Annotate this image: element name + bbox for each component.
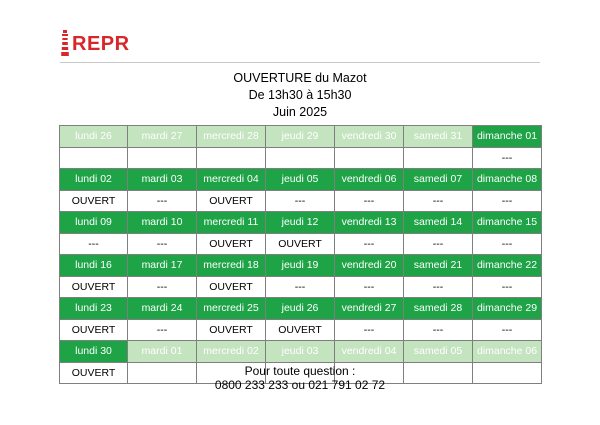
lighthouse-icon <box>60 30 70 56</box>
day-label-cell: mardi 24 <box>128 298 197 320</box>
status-cell: --- <box>473 276 542 298</box>
status-cell: --- <box>128 319 197 341</box>
day-label-cell: mardi 03 <box>128 169 197 191</box>
status-cell: --- <box>404 190 473 212</box>
status-cell: OUVERT <box>60 276 128 298</box>
status-cell: --- <box>266 190 335 212</box>
day-label-cell: mardi 01 <box>128 341 197 363</box>
day-label-cell: jeudi 03 <box>266 341 335 363</box>
status-cell: OUVERT <box>197 319 266 341</box>
day-label-cell: jeudi 26 <box>266 298 335 320</box>
day-label-cell: mercredi 25 <box>197 298 266 320</box>
footer-question: Pour toute question : <box>244 364 356 378</box>
title-line-2: De 13h30 à 15h30 <box>248 88 352 102</box>
day-label-cell: vendredi 04 <box>335 341 404 363</box>
status-cell: OUVERT <box>266 233 335 255</box>
day-label-cell: dimanche 06 <box>473 341 542 363</box>
status-cell: --- <box>128 233 197 255</box>
day-label-cell: jeudi 12 <box>266 212 335 234</box>
week-status-row <box>60 233 542 255</box>
status-cell: --- <box>404 233 473 255</box>
status-cell: --- <box>60 233 128 255</box>
day-label-cell: vendredi 30 <box>335 126 404 148</box>
week-day-row <box>60 298 542 320</box>
day-label-cell: jeudi 05 <box>266 169 335 191</box>
day-label-cell: dimanche 22 <box>473 255 542 277</box>
day-label-cell: dimanche 15 <box>473 212 542 234</box>
day-label-cell: dimanche 29 <box>473 298 542 320</box>
status-cell: --- <box>335 233 404 255</box>
day-label-cell: lundi 02 <box>60 169 128 191</box>
status-cell: --- <box>473 233 542 255</box>
day-label-cell: mercredi 18 <box>197 255 266 277</box>
day-label-cell: vendredi 13 <box>335 212 404 234</box>
opening-calendar <box>59 125 542 384</box>
week-day-row <box>60 255 542 277</box>
status-cell <box>266 147 335 169</box>
status-cell: --- <box>128 190 197 212</box>
status-cell: OUVERT <box>197 190 266 212</box>
day-label-cell: dimanche 08 <box>473 169 542 191</box>
status-cell: OUVERT <box>60 362 128 384</box>
day-label-cell: mardi 17 <box>128 255 197 277</box>
status-cell <box>60 147 128 169</box>
repr-logo <box>60 30 130 58</box>
day-label-cell: samedi 21 <box>404 255 473 277</box>
status-cell: --- <box>335 276 404 298</box>
status-cell: OUVERT <box>60 319 128 341</box>
day-label-cell: mardi 27 <box>128 126 197 148</box>
week-status-row <box>60 276 542 298</box>
status-cell: --- <box>473 190 542 212</box>
status-cell: OUVERT <box>60 190 128 212</box>
day-label-cell: samedi 28 <box>404 298 473 320</box>
status-cell: --- <box>404 276 473 298</box>
day-label-cell: samedi 05 <box>404 341 473 363</box>
day-label-cell: mercredi 02 <box>197 341 266 363</box>
status-cell <box>197 147 266 169</box>
header-divider <box>60 62 540 63</box>
week-status-row <box>60 319 542 341</box>
day-label-cell: lundi 16 <box>60 255 128 277</box>
week-day-row <box>60 169 542 191</box>
day-label-cell: mardi 10 <box>128 212 197 234</box>
status-cell: --- <box>335 190 404 212</box>
day-label-cell: samedi 07 <box>404 169 473 191</box>
status-cell <box>128 147 197 169</box>
day-label-cell: vendredi 06 <box>335 169 404 191</box>
status-cell <box>335 147 404 169</box>
status-cell: --- <box>473 147 542 169</box>
week-day-row <box>60 341 542 363</box>
status-cell: --- <box>473 319 542 341</box>
title-line-1: OUVERTURE du Mazot <box>233 71 367 85</box>
status-cell: --- <box>335 319 404 341</box>
day-label-cell: jeudi 19 <box>266 255 335 277</box>
status-cell: OUVERT <box>266 319 335 341</box>
status-cell: --- <box>266 276 335 298</box>
day-label-cell: dimanche 01 <box>473 126 542 148</box>
week-day-row <box>60 212 542 234</box>
day-label-cell: mercredi 28 <box>197 126 266 148</box>
logo-text: REPR <box>72 33 130 55</box>
week-status-row <box>60 147 542 169</box>
day-label-cell: mercredi 11 <box>197 212 266 234</box>
day-label-cell: vendredi 20 <box>335 255 404 277</box>
day-label-cell: lundi 30 <box>60 341 128 363</box>
day-label-cell: samedi 31 <box>404 126 473 148</box>
status-cell: OUVERT <box>197 276 266 298</box>
status-cell: OUVERT <box>197 233 266 255</box>
footer-phone-numbers: 0800 233 233 ou 021 791 02 72 <box>214 378 386 392</box>
status-cell <box>404 147 473 169</box>
day-label-cell: mercredi 04 <box>197 169 266 191</box>
week-day-row <box>60 126 542 148</box>
day-label-cell: lundi 26 <box>60 126 128 148</box>
day-label-cell: vendredi 27 <box>335 298 404 320</box>
day-label-cell: lundi 09 <box>60 212 128 234</box>
title-line-3: Juin 2025 <box>272 105 328 119</box>
status-cell: --- <box>404 319 473 341</box>
week-status-row <box>60 190 542 212</box>
day-label-cell: samedi 14 <box>404 212 473 234</box>
status-cell: --- <box>128 276 197 298</box>
day-label-cell: jeudi 29 <box>266 126 335 148</box>
day-label-cell: lundi 23 <box>60 298 128 320</box>
